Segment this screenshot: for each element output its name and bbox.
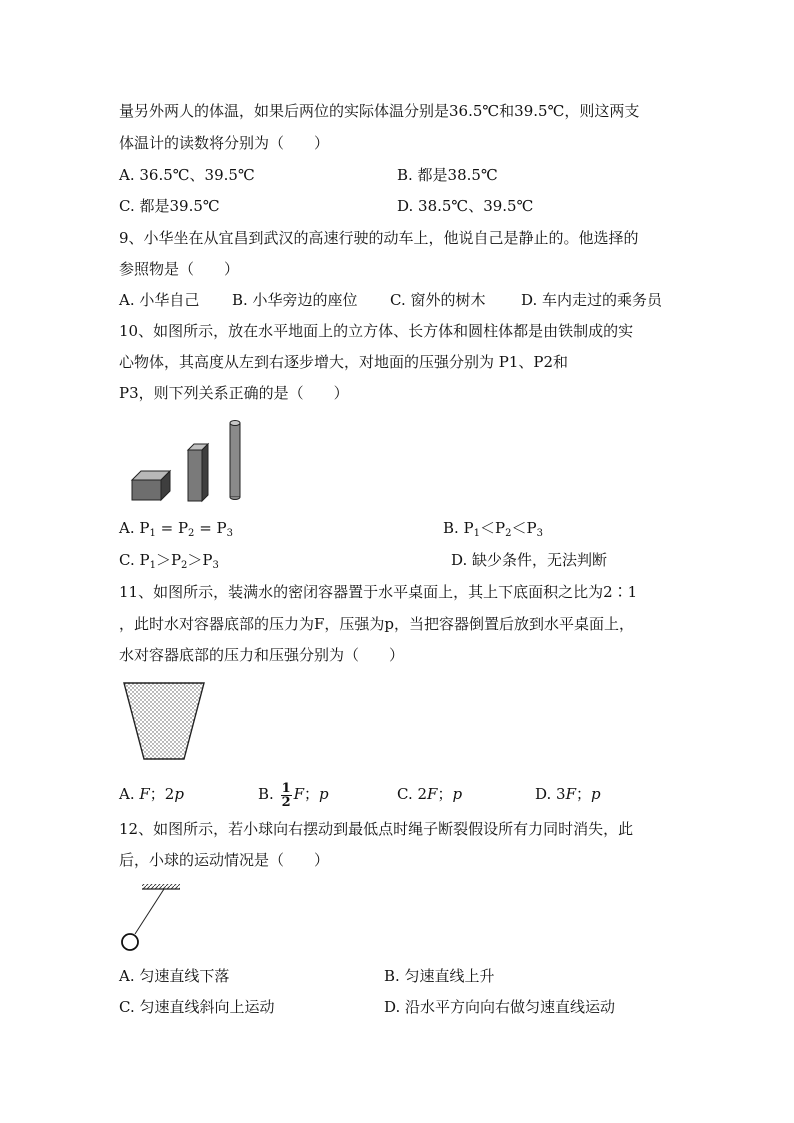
q12-stem-line1: 12、如图所示，若小球向右摆动到最低点时绳子断裂假设所有力同时消失，此 <box>119 820 634 838</box>
q11-stem-line1: 11、如图所示，装满水的密闭容器置于水平桌面上，其上下底面积之比为2∶1 <box>119 583 638 601</box>
q11-option-d: D. 3F；p <box>535 785 601 803</box>
q10-option-c: C. $P_1>P_2>P_3$ <box>119 551 219 571</box>
q11-stem-line2: ，此时水对容器底部的压力为F，压强为p，当把容器倒置后放到水平桌面上， <box>119 615 635 633</box>
q10-stem-line1: 10、如图所示，放在水平地面上的立方体、长方体和圆柱体都是由铁制成的实 <box>119 322 634 340</box>
q8-option-b: B. 都是38.5℃ <box>397 166 498 184</box>
q8-option-c: C. 都是39.5℃ <box>119 197 220 215</box>
q9-option-b: B. 小华旁边的座位 <box>232 291 358 309</box>
q10-stem-line3: P3，则下列关系正确的是（ ） <box>119 384 349 402</box>
q11-option-c: C. 2F；p <box>397 785 463 803</box>
q12-option-d: D. 沿水平方向向右做匀速直线运动 <box>384 998 616 1016</box>
cylinder-bottom <box>230 497 240 500</box>
q10-option-d: D. 缺少条件，无法判断 <box>451 551 608 569</box>
q11-option-a: A. F；2p <box>119 785 184 803</box>
q8-option-a: A. 36.5℃、39.5℃ <box>119 166 255 184</box>
pendulum-string <box>135 889 164 934</box>
fraction-one-half: $\frac{1}{2}$ <box>281 780 291 810</box>
cube-front-face <box>132 480 161 500</box>
q12-stem-line2: 后，小球的运动情况是（ ） <box>119 851 330 869</box>
pendulum-ball <box>122 934 138 950</box>
q11-container-figure <box>122 681 208 763</box>
q12-option-b: B. 匀速直线上升 <box>384 967 495 985</box>
ceiling-hatch <box>142 884 180 889</box>
q12-option-c: C. 匀速直线斜向上运动 <box>119 998 275 1016</box>
q10-solids-figure <box>128 417 248 503</box>
q10-option-b: B. $P_1<P_2<P_3$ <box>443 519 543 539</box>
q8-option-d: D. 38.5℃、39.5℃ <box>397 197 534 215</box>
cuboid-side-face <box>202 444 208 501</box>
q9-option-a: A. 小华自己 <box>119 291 200 309</box>
q8-stem-line2: 体温计的读数将分别为（ ） <box>119 134 330 152</box>
q11-option-b: B. $\frac{1}{2}$ F；p <box>258 780 329 810</box>
q10-stem-line2: 心物体，其高度从左到右逐步增大，对地面的压强分别为 P1、P2和 <box>119 353 569 371</box>
container-water <box>124 683 204 759</box>
q9-option-d: D. 车内走过的乘务员 <box>521 291 663 309</box>
q12-pendulum-figure <box>118 882 184 954</box>
cylinder-top <box>230 421 240 426</box>
q9-stem-line2: 参照物是（ ） <box>119 260 240 278</box>
q9-stem-line1: 9、小华坐在从宜昌到武汉的高速行驶的动车上，他说自己是静止的。他选择的 <box>119 229 639 247</box>
q11-stem-line3: 水对容器底部的压力和压强分别为（ ） <box>119 646 405 664</box>
cuboid-front-face <box>188 450 202 501</box>
q8-stem-line1: 量另外两人的体温，如果后两位的实际体温分别是36.5℃和39.5℃，则这两支 <box>119 102 640 120</box>
q10-option-a: A. $P_1 = P_2 = P_3$ <box>119 519 233 539</box>
q12-option-a: A. 匀速直线下落 <box>119 967 230 985</box>
cylinder-body <box>230 423 240 497</box>
q9-option-c: C. 窗外的树木 <box>390 291 486 309</box>
